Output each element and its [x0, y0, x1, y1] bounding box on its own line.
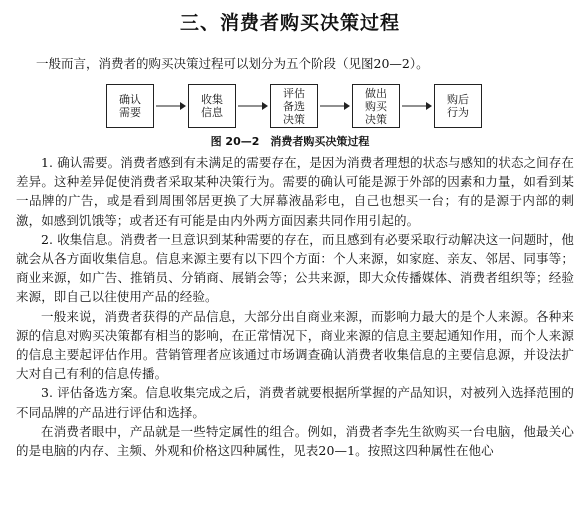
stage-label-5: 购后 行为 — [447, 93, 469, 119]
arrow-icon — [238, 100, 268, 112]
stage-box-1 — [106, 84, 154, 128]
intro-paragraph: 一般而言，消费者的购买决策过程可以划分为五个阶段（见图20—2）。 — [36, 56, 429, 71]
paragraph: 2. 收集信息。消费者一旦意识到某种需要的存在，而且感到有必要采取行动解决这一问题时，他就会从各方面收集信息。信息来源主要有以下四个方面：个人来源，如家庭、亲友、邻居、同事等；商业来源，如广告、推销员、分销商、展销会等；公共来源，即大众传播媒体、消费者组织等；经验来源，即自己以往使用产品的经验。 — [16, 231, 574, 305]
arrow-icon — [156, 100, 186, 112]
stage-label-1: 确认 需要 — [119, 93, 141, 119]
arrow-icon — [320, 100, 350, 112]
stage-box-3 — [270, 84, 318, 128]
paragraph: 在消费者眼中，产品就是一些特定属性的组合。例如，消费者李先生欲购买一台电脑，他最关心的是电脑的内存、主频、外观和价格这四种属性，见表20—1。按照这四种属性在他心 — [16, 423, 574, 459]
paragraph: 一般来说，消费者获得的产品信息，大部分出自商业来源，而影响力最大的是个人来源。各种来源的信息对购买决策都有相当的影响，在正常情况下，商业来源的信息主要起通知作用，而个人来源的信息主要起评估作用。营销管理者应该通过市场调查确认消费者收集信息的主要信息源，并设法扩大对自己有利的信息传播。 — [16, 308, 574, 382]
stage-label-3: 评估 备选 决策 — [283, 86, 305, 126]
section-title: 三、消费者购买决策过程 — [179, 12, 400, 34]
stage-label-4: 做出 购买 决策 — [365, 86, 387, 126]
stage-box-5 — [434, 84, 482, 128]
decision-process-diagram — [0, 84, 580, 130]
body-text — [16, 153, 574, 460]
stage-box-2 — [188, 84, 236, 128]
figure-caption: 图 20—2 消费者购买决策过程 — [210, 135, 370, 148]
arrow-icon — [402, 100, 432, 112]
paragraph: 3. 评估备选方案。信息收集完成之后，消费者就要根据所掌握的产品知识，对被列入选择范围的不同品牌的产品进行评估和选择。 — [16, 385, 574, 420]
paragraph: 1. 确认需要。消费者感到有未满足的需要存在，是因为消费者理想的状态与感知的状态之间存在差异。这种差异促使消费者采取某种决策行为。需要的确认可能是源于外部的因素和力量，如看到某一品牌的广告，或是看到周围邻居更换了大屏幕液晶彩电，自己也想买一台；有的是源于内部的刺激，如感到饥饿等；或者还有可能是由内外两方面因素共同作用引起的。 — [16, 155, 574, 228]
stage-label-2: 收集 信息 — [201, 93, 223, 119]
stage-box-4 — [352, 84, 400, 128]
